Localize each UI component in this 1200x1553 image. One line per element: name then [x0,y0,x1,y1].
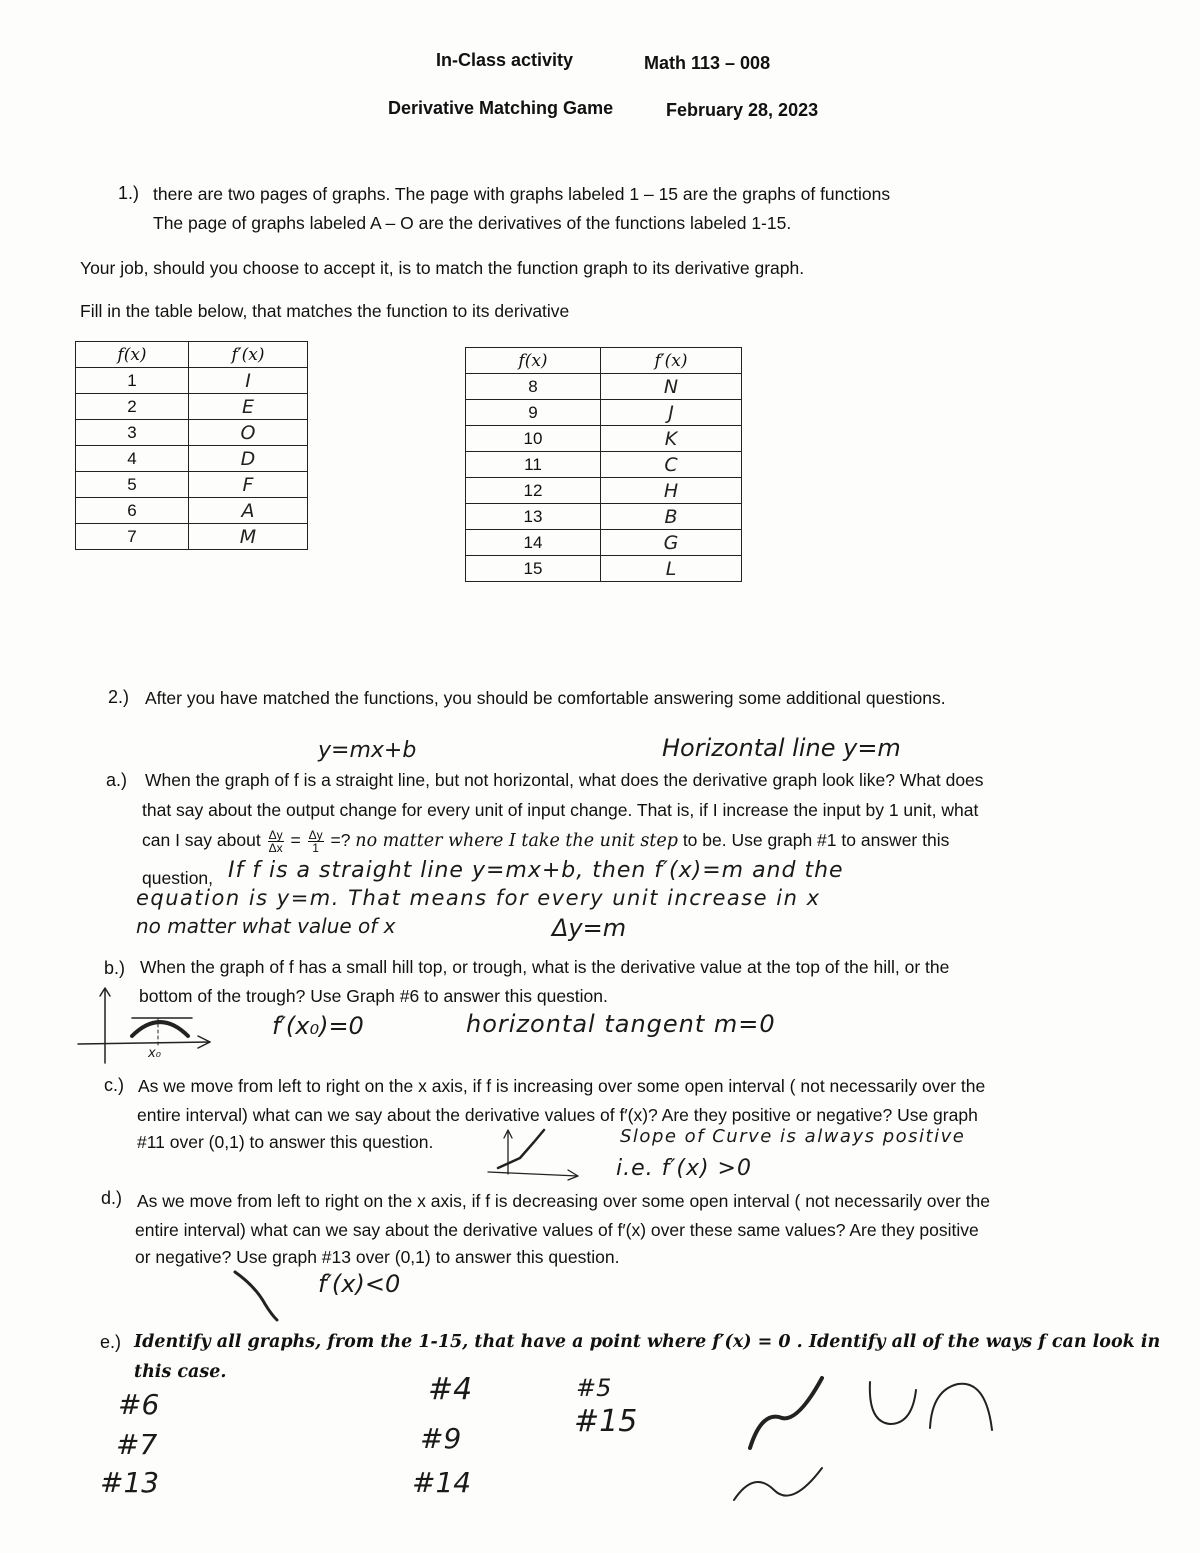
function-number: 15 [466,556,601,582]
function-number: 4 [76,446,189,472]
derivative-letter[interactable]: N [601,374,742,400]
derivative-letter[interactable]: B [601,504,742,530]
function-number: 1 [76,368,189,394]
x0-label: x₀ [148,1046,161,1061]
qe-answer-4: #4 [428,1372,473,1407]
worksheet-title: Derivative Matching Game [388,98,614,118]
table-header-row [466,348,742,374]
qe-answer-6: #6 [118,1388,160,1421]
frac1-den: Δx [268,841,283,855]
qd-line2: entire interval) what can we say about the derivative values of f′(x) over these same values? Are they positive [135,1220,979,1240]
table-row [76,446,308,472]
q2-label: 2.) [108,687,130,707]
qa-line2: that say about the output change for every unit of input change. That is, if I increase the input by 1 unit, what [142,800,979,820]
worksheet-date: February 28, 2023 [666,100,819,120]
table-row [466,400,742,426]
function-number: 11 [466,452,601,478]
derivative-letter[interactable]: K [601,426,742,452]
derivative-letter[interactable]: H [601,478,742,504]
delta-per-unit [308,829,324,854]
table-row [76,498,308,524]
table-row [466,374,742,400]
table-row [76,472,308,498]
qa-line3 [142,829,949,854]
function-number: 7 [76,524,189,550]
qa-line3-end: to be. Use graph #1 to answer this [682,830,950,851]
hilltop-sketch-icon [70,978,220,1068]
derivative-letter[interactable]: E [189,394,308,420]
qa-note-right: Horizontal line y=m [662,734,901,762]
q1-label: 1.) [118,183,140,203]
qa-answer-line2: equation is y=m. That means for every unit increase in x [136,886,821,910]
table-row [76,394,308,420]
qa-answer-line3: no matter what value of x [136,914,396,938]
table-row [76,524,308,550]
qa-line4: question, [142,868,214,888]
table-header-row [76,342,308,368]
match-table-right [465,347,742,582]
derivative-letter[interactable]: D [189,446,308,472]
equals-sign: = [290,830,301,851]
q1-line1: there are two pages of graphs. The page with graphs labeled 1 – 15 are the graphs of functions [153,184,891,204]
qa-answer-delta: Δy=m [552,914,627,942]
q1-job: Your job, should you choose to accept it, is to match the function graph to its derivative graph. [80,258,805,278]
qc-label: c.) [104,1075,124,1095]
table-row [76,420,308,446]
table-row [466,426,742,452]
course-label: Math 113 – 008 [644,53,771,73]
qd-label: d.) [101,1188,123,1208]
qe-answer-14: #14 [412,1466,472,1499]
match-table-left [75,341,308,550]
q1-line2: The page of graphs labeled A – O are the derivatives of the functions labeled 1-15. [153,213,792,233]
qe-answer-5: #5 [576,1374,612,1402]
qa-line1: When the graph of f is a straight line, but not horizontal, what does the derivative graph look like? What does [145,770,984,790]
qb-line1: When the graph of f has a small hill top, or trough, what is the derivative value at the top of the hill, or the [140,957,950,977]
decreasing-sketch-icon [225,1266,295,1326]
qa-line3-italic: no matter where I take the unit step [355,831,678,852]
header-fpx: f′(x) [601,348,742,374]
derivative-letter[interactable]: L [601,556,742,582]
qd-line3: or negative? Use graph #13 over (0,1) to answer this question. [135,1247,620,1267]
function-number: 6 [76,498,189,524]
increasing-sketch-icon [478,1124,588,1184]
table-row [76,368,308,394]
function-number: 2 [76,394,189,420]
critical-point-shapes-icon [730,1370,1020,1520]
qa-label: a.) [106,770,128,790]
table-row [466,478,742,504]
qc-line2: entire interval) what can we say about the derivative values of f′(x)? Are they positive or negative? Use graph [137,1105,978,1125]
header-fx: f(x) [76,342,189,368]
derivative-letter[interactable]: M [189,524,308,550]
qd-line1: As we move from left to right on the x axis, if f is decreasing over some open interval ( not necessarily over the [137,1191,991,1211]
qe-answer-9: #9 [420,1422,462,1455]
table-row [466,504,742,530]
table-row [466,452,742,478]
qb-answer-note: horizontal tangent m=0 [466,1010,776,1038]
qd-answer: f′(x)<0 [318,1270,401,1298]
qb-line2: bottom of the trough? Use Graph #6 to answer this question. [139,986,608,1006]
qe-line2: this case. [134,1362,227,1382]
qe-line1: Identify all graphs, from the 1-15, that have a point where f′(x) = 0 . Identify all of the ways f can look in [134,1332,1161,1352]
derivative-letter[interactable]: O [189,420,308,446]
table-row [466,556,742,582]
function-number: 13 [466,504,601,530]
function-number: 9 [466,400,601,426]
qb-label: b.) [104,958,126,978]
function-number: 3 [76,420,189,446]
activity-label: In-Class activity [436,50,574,70]
frac2-num: Δy [308,828,323,842]
table-row [466,530,742,556]
frac2-den: 1 [312,841,319,855]
qa-question-mark: =? [330,830,351,851]
function-number: 8 [466,374,601,400]
derivative-letter[interactable]: I [189,368,308,394]
function-number: 5 [76,472,189,498]
qc-answer-line2: i.e. f′(x) >0 [616,1156,752,1181]
qc-answer-line1: Slope of Curve is always positive [620,1126,966,1147]
function-number: 12 [466,478,601,504]
qc-line3: #11 over (0,1) to answer this question. [137,1132,434,1152]
frac1-num: Δy [268,828,283,842]
qc-line1: As we move from left to right on the x axis, if f is increasing over some open interval ( not necessarily over the [138,1076,986,1096]
header-fpx: f′(x) [189,342,308,368]
derivative-letter[interactable]: C [601,452,742,478]
qe-answer-7: #7 [116,1428,158,1461]
header-fx: f(x) [466,348,601,374]
derivative-letter[interactable]: A [189,498,308,524]
derivative-letter[interactable]: G [601,530,742,556]
qb-answer: f′(x₀)=0 [272,1012,364,1040]
q2-text: After you have matched the functions, you should be comfortable answering some additional questions. [145,688,946,708]
q1-fill: Fill in the table below, that matches the function to its derivative [80,301,570,321]
qa-answer-line1: If f is a straight line y=mx+b, then f′(x)=m and the [228,858,844,883]
delta-ratio [268,829,284,854]
qe-label: e.) [100,1332,122,1352]
function-number: 14 [466,530,601,556]
qe-answer-13: #13 [100,1466,160,1499]
derivative-letter[interactable]: F [189,472,308,498]
function-number: 10 [466,426,601,452]
qe-answer-15: #15 [574,1404,638,1439]
derivative-letter[interactable]: J [601,400,742,426]
qa-line3-start: can I say about [142,830,261,851]
qa-note-left: y=mx+b [318,738,417,763]
